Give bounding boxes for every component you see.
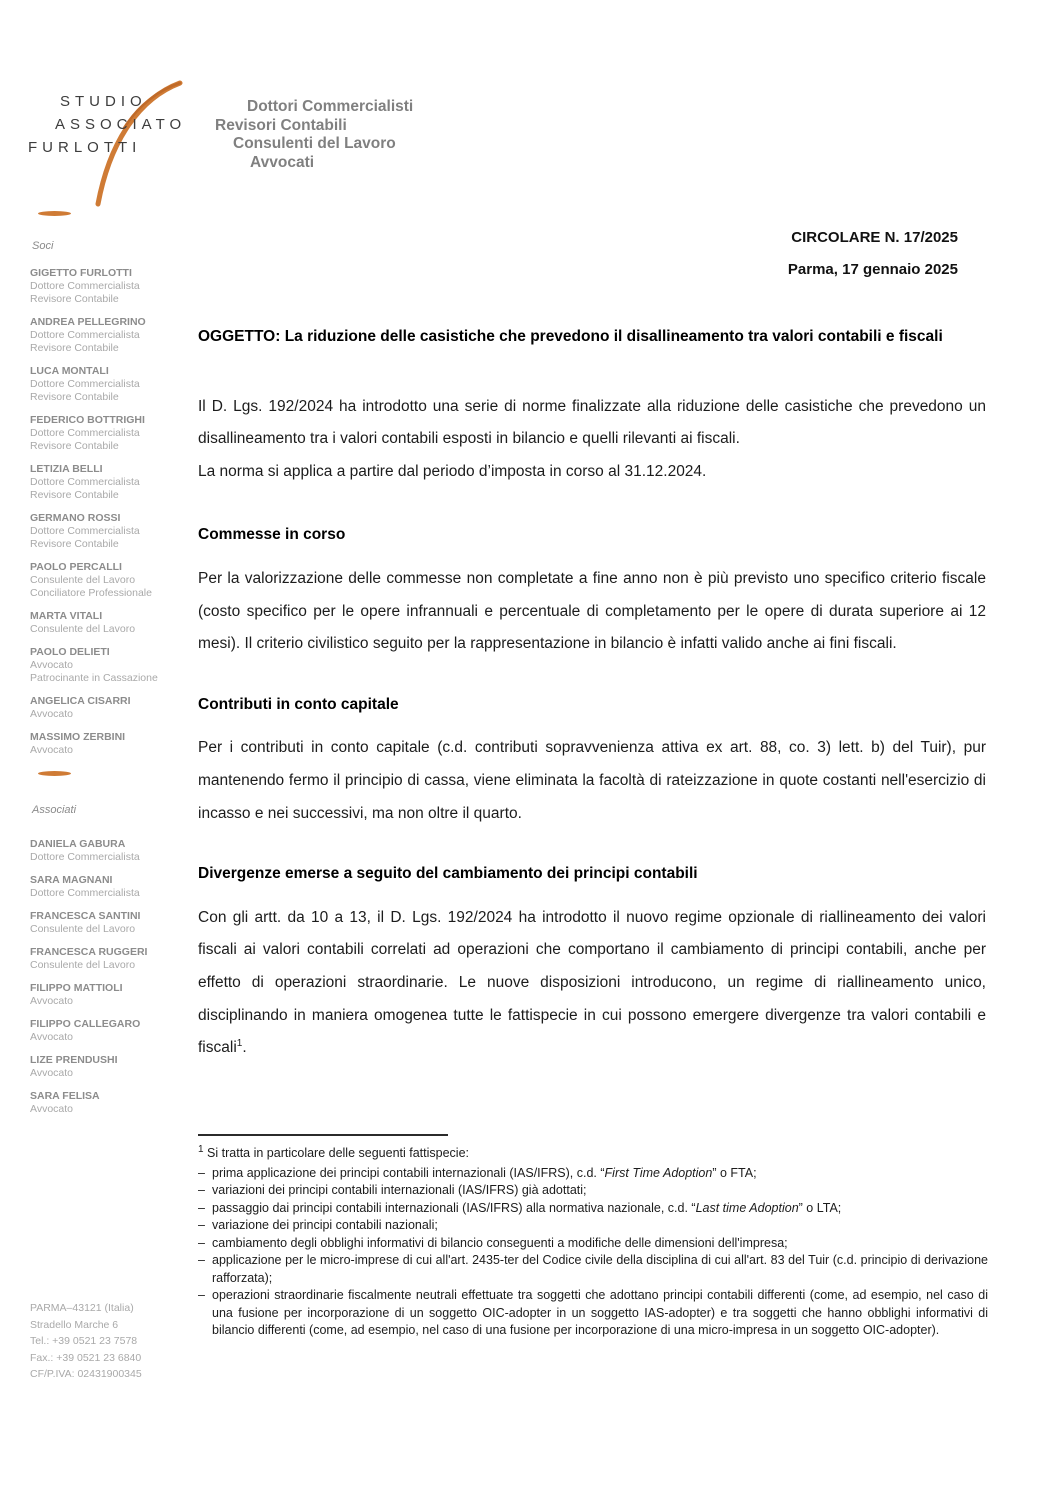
person-entry [30,610,185,636]
services-header [215,98,413,172]
person-role: Dottore Commercialista [30,851,140,863]
footnote-item-text: passaggio dai principi contabili internazionali (IAS/IFRS) alla normativa nazionale, c.d. “ [212,1200,696,1215]
person-entry [30,946,185,972]
person-entry [30,731,185,757]
person-role: Dottore Commercialista [30,427,140,439]
logo [28,90,186,159]
address-vat: CF/P.IVA: 02431900345 [30,1368,142,1380]
logo-line-3: FURLOTTI [28,139,142,156]
person-role: Consulente del Lavoro [30,574,136,586]
footnote-item [198,1287,988,1340]
footnote-item [198,1252,988,1287]
person-name: LUCA MONTALI [30,365,109,377]
section-divergenze [198,858,986,1065]
footnote-separator [198,1134,448,1136]
person-name: PAOLO PERCALLI [30,561,122,573]
soci-list [30,267,185,757]
person-entry [30,463,185,502]
section-commesse [198,519,986,660]
service-line: Consulenti del Lavoro [233,135,396,152]
intro-p1: Il D. Lgs. 192/2024 ha introdotto una serie di norme finalizzate alla riduzione delle casistiche che prevedono un disallineamento tra i valori contabili esposti in bilancio e quelli rilevanti ai fiscali. [198,397,986,448]
person-role: Dottore Commercialista [30,476,140,488]
logo-line-2: ASSOCIATO [55,116,187,133]
circolare-number: CIRCOLARE N. 17/2025 [791,229,958,246]
footnote-item-text: variazione dei principi contabili nazionali; [212,1218,438,1232]
address-tel: Tel.: +39 0521 23 7578 [30,1335,138,1347]
firm-address-block [30,1300,142,1383]
section-body-text: Con gli artt. da 10 a 13, il D. Lgs. 192/2024 ha introdotto il nuovo regime opzionale di riallineamento dei valori fiscali ai valori contabili correlati ad operazioni che comportano il cambiamento di principi contabili, anche per effetto di operazioni straordinarie. Le nuove disposizioni introducono, un regime di riallineamento unico, disciplinando in maniera omogenea tutte le fattispecie in cui possono emergere divergenze tra valori contabili e fiscali [198,908,986,1057]
person-name: ANGELICA CISARRI [30,695,131,707]
person-role: Consulente del Lavoro [30,623,136,635]
person-role: Avvocato [30,1067,73,1079]
footnote-item [198,1200,988,1218]
circolare-header [788,222,958,286]
person-entry [30,267,185,306]
person-entry [30,365,185,404]
sidebar [30,211,185,1126]
section-heading: Commesse in corso [198,526,346,544]
person-name: SARA FELISA [30,1090,100,1102]
footnote-item-text: applicazione per le micro-imprese di cui all'art. 2435-ter del Codice civile della disciplina di cui all'art. 83 del Tuir (c.d. principio di derivazione rafforzata); [212,1253,988,1285]
footnote-item [198,1235,988,1253]
document-body [198,321,986,1093]
person-name: PAOLO DELIETI [30,646,110,658]
person-entry [30,874,185,900]
service-line: Dottori Commercialisti [247,98,414,115]
oggetto-heading: OGGETTO: La riduzione delle casistiche che prevedono il disallineamento tra valori contabili e fiscali [198,328,943,345]
person-name: DANIELA GABURA [30,838,126,850]
section-body: Per la valorizzazione delle commesse non completate a fine anno non è più previsto uno specifico criterio fiscale (costo specifico per le opere infrannuali e percentuale di completamento per le opere di durata superiore ai 12 mesi). Il criterio civilistico seguito per la rappresentazione in bilancio è infatti valido anche ai fini fiscali. [198,569,986,653]
person-entry [30,1018,185,1044]
orange-divider-icon [38,211,71,216]
person-entry [30,414,185,453]
address-city: PARMA–43121 (Italia) [30,1302,134,1314]
person-role: Avvocato [30,744,73,756]
footnote-block [198,1134,988,1340]
intro-paragraph [198,391,986,489]
footnote-item-text: prima applicazione dei principi contabili internazionali (IAS/IFRS), c.d. “ [212,1165,605,1180]
footnote-item [198,1182,988,1200]
person-name: GERMANO ROSSI [30,512,121,524]
person-role: Dottore Commercialista [30,329,140,341]
person-name: GIGETTO FURLOTTI [30,267,132,279]
person-entry [30,1054,185,1080]
person-role: Avvocato [30,995,73,1007]
footnote-items [198,1165,988,1340]
person-name: LIZE PRENDUSHI [30,1054,118,1066]
person-entry [30,982,185,1008]
footnote-item-text: operazioni straordinarie fiscalmente neutrali effettuate tra soggetti che adottano principi contabili differenti (come, ad esempio, nel caso di una fusione per incorporazione di un soggetto OIC-adopter in un soggetto IAS-adopter) e tra soggetti che hanno obblighi informativi di bilancio differenti (come, ad esempio, nel caso di una fusione per incorporazione di una micro-impresa in un soggetto OIC-adopter). [212,1288,988,1337]
person-role: Dottore Commercialista [30,280,140,292]
associati-list [30,838,185,1116]
person-role: Consulente del Lavoro [30,959,136,971]
person-role: Avvocato [30,1031,73,1043]
section-heading: Contributi in conto capitale [198,695,399,713]
person-role: Revisore Contabile [30,489,119,501]
person-name: FRANCESCA SANTINI [30,910,141,922]
person-role: Patrocinante in Cassazione [30,672,158,684]
circolare-date: Parma, 17 gennaio 2025 [787,261,958,278]
person-name: FRANCESCA RUGGERI [30,946,148,958]
footnote-item-text: ” o FTA; [712,1165,757,1180]
footnote-item-italic: Last time Adoption [695,1200,799,1215]
person-role: Revisore Contabile [30,391,119,403]
person-name: FILIPPO CALLEGARO [30,1018,141,1030]
address-street: Stradello Marche 6 [30,1318,119,1331]
person-name: LETIZIA BELLI [30,463,103,475]
section-contributi [198,689,986,830]
section-heading: Divergenze emerse a seguito del cambiamento dei principi contabili [198,865,698,883]
footnote-item-text: variazioni dei principi contabili internazionali (IAS/IFRS) già adottati; [212,1183,587,1197]
footnote-reference: 1 [236,1037,243,1049]
footnote-item [198,1217,988,1235]
person-name: FEDERICO BOTTRIGHI [30,414,145,426]
footnote-intro [198,1145,988,1163]
person-name: MARTA VITALI [30,610,103,622]
footnote-item-text: cambiamento degli obblighi informativi di bilancio conseguenti a modifiche delle dimensioni dell'impresa; [212,1235,788,1250]
person-name: SARA MAGNANI [30,874,113,886]
person-entry [30,1090,185,1116]
person-role: Consulente del Lavoro [30,923,136,935]
person-role: Avvocato [30,1103,73,1115]
footnote-item [198,1165,988,1183]
logo-line-1: STUDIO [60,93,147,110]
associati-label: Associati [32,804,77,816]
person-role: Dottore Commercialista [30,887,140,899]
person-role: Avvocato [30,659,73,671]
person-role: Dottore Commercialista [30,525,140,537]
person-entry [30,695,185,721]
service-line: Avvocati [250,153,315,171]
person-role: Revisore Contabile [30,538,119,550]
address-fax: Fax.: +39 0521 23 6840 [30,1351,142,1364]
section-body-tail: . [242,1039,247,1057]
soci-label: Soci [32,240,54,252]
person-role: Revisore Contabile [30,342,119,354]
person-entry [30,316,185,355]
orange-divider-icon [38,771,71,776]
person-entry [30,910,185,936]
person-role: Dottore Commercialista [30,378,140,390]
service-line: Revisori Contabili [215,116,347,134]
person-entry [30,512,185,551]
intro-p2: La norma si applica a partire dal periodo d’imposta in corso al 31.12.2024. [198,462,707,480]
person-entry [30,646,185,685]
person-name: ANDREA PELLEGRINO [30,316,146,328]
person-name: FILIPPO MATTIOLI [30,982,123,994]
footnote-intro-text: Si tratta in particolare delle seguenti fattispecie: [207,1146,469,1160]
footnote-marker: 1 [198,1143,204,1155]
section-body: Per i contributi in conto capitale (c.d. contributi sopravvenienza attiva ex art. 88, co. 3) lett. b) del Tuir), pur mantenendo fermo il principio di cassa, viene eliminata la facoltà di rateizzazione in quote costanti nell'esercizio di incasso e nei successivi, ma non oltre il quarto. [198,739,986,822]
person-name: MASSIMO ZERBINI [30,731,126,743]
person-role: Revisore Contabile [30,293,119,305]
person-role: Avvocato [30,708,73,720]
section-body [198,902,986,1065]
person-entry [30,561,185,600]
person-entry [30,838,185,864]
person-role: Revisore Contabile [30,440,119,452]
footnote-item-italic: First Time Adoption [604,1165,713,1180]
person-role: Conciliatore Professionale [30,587,152,599]
footnote-item-text: ” o LTA; [798,1200,842,1215]
